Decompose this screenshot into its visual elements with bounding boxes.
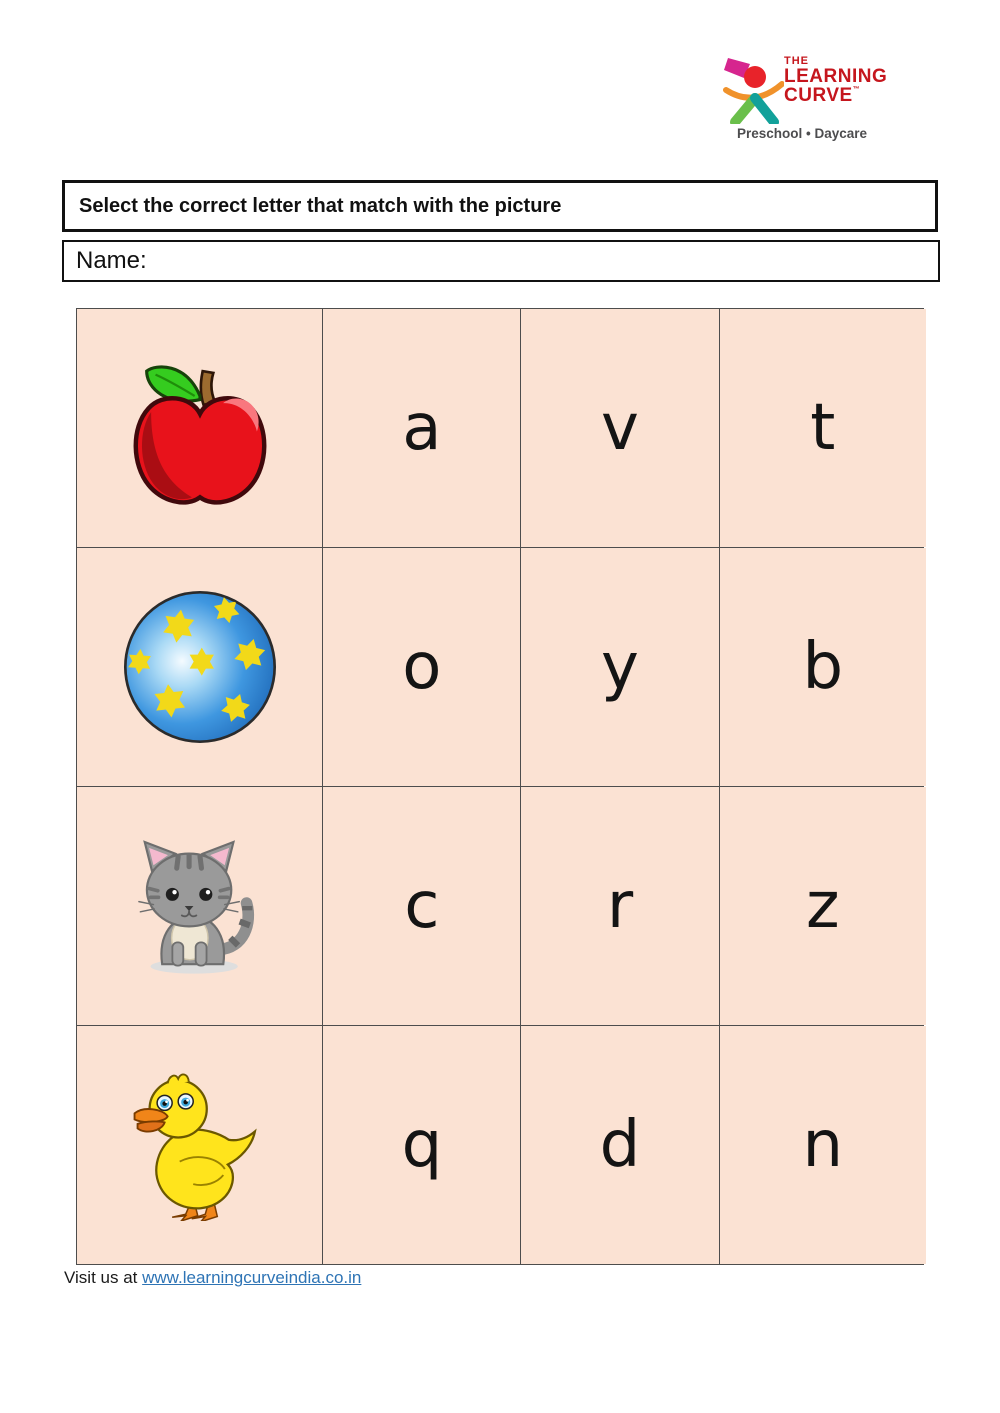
letter-text: q [401,1108,443,1182]
logo-person-icon [722,52,784,124]
letter-text: c [404,869,440,943]
letter-text: b [802,630,844,704]
logo-learning: LEARNING [784,66,888,87]
letter-text: n [802,1108,844,1182]
instruction-text: Select the correct letter that match with the picture [79,194,562,217]
picture-cell-ball [77,548,322,786]
letter-option[interactable] [521,1026,718,1264]
letter-option[interactable] [323,548,520,786]
letter-option[interactable] [521,548,718,786]
logo-the: THE [784,55,809,67]
letter-option[interactable] [720,787,926,1025]
picture-cell-cat [77,787,322,1025]
learning-curve-logo [722,52,888,141]
footer [64,1268,361,1288]
instruction-box [62,180,938,232]
letter-text: o [402,630,442,704]
ball-image [120,587,280,747]
name-label: Name: [76,247,147,274]
logo-tagline: Preschool • Daycare [736,126,868,141]
letter-text: v [601,391,639,465]
cat-image [120,831,280,981]
name-field[interactable] [62,240,940,282]
logo-curve: CURVE™ [784,85,861,106]
letter-option[interactable] [720,1026,926,1264]
letter-option[interactable] [521,787,718,1025]
letter-option[interactable] [323,309,520,547]
letter-text: t [810,391,836,465]
letter-text: d [599,1108,641,1182]
logo-trademark: ™ [852,86,861,93]
picture-cell-duck [77,1026,322,1264]
duck-image [121,1069,279,1221]
letter-option[interactable] [323,1026,520,1264]
letter-option[interactable] [720,309,926,547]
letter-text: a [402,391,442,465]
letter-text: r [606,869,634,943]
letter-option[interactable] [521,309,718,547]
website-link[interactable]: www.learningcurveindia.co.in [142,1268,362,1287]
letter-text: y [601,630,639,704]
letter-text: z [805,869,840,943]
picture-cell-apple [77,309,322,547]
apple-image [120,348,280,508]
matching-grid [76,308,924,1265]
letter-option[interactable] [720,548,926,786]
letter-option[interactable] [323,787,520,1025]
footer-prefix: Visit us at [64,1268,143,1287]
